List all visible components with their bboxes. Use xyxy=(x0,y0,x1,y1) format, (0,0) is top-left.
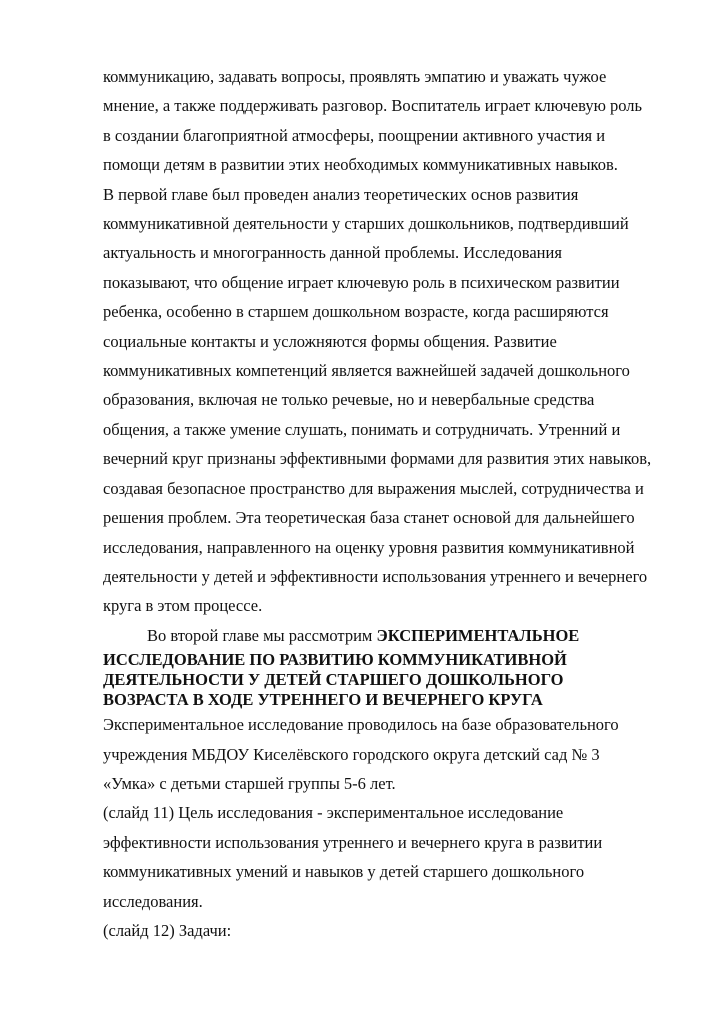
text-line: (слайд 11) Цель исследования - экспериментальное исследование xyxy=(103,803,564,823)
text-line: в создании благоприятной атмосферы, поощрении активного участия и xyxy=(103,125,606,145)
text-line: эффективности использования утреннего и вечернего круга в развитии xyxy=(103,832,603,852)
text-line: показывают, что общение играет ключевую роль в психическом развитии xyxy=(103,272,620,292)
text-line: общения, а также умение слушать, понимать и сотрудничать. Утренний и xyxy=(103,419,621,439)
text-line: коммуникативных компетенций является важнейшей задачей дошкольного xyxy=(103,361,630,381)
text-line: круга в этом процессе. xyxy=(103,596,263,616)
paragraph-study-base xyxy=(103,710,623,798)
paragraph-tasks xyxy=(103,916,623,945)
chapter2-intro-bold: ЭКСПЕРИМЕНТАЛЬНОЕ xyxy=(376,625,580,645)
text-line: коммуникативных умений и навыков у детей старшего дошкольного xyxy=(103,862,585,882)
chapter2-heading xyxy=(103,650,623,710)
text-line: В первой главе был проведен анализ теоретических основ развития xyxy=(103,184,579,204)
text-line: создавая безопасное пространство для выражения мыслей, сотрудничества и xyxy=(103,478,644,498)
text-line: мнение, а также поддерживать разговор. Воспитатель играет ключевую роль xyxy=(103,96,643,116)
chapter2-intro-text: Во второй главе мы рассмотрим xyxy=(147,625,377,645)
text-line: «Умка» с детьми старшей группы 5-6 лет. xyxy=(103,773,396,793)
text-line: учреждения МБДОУ Киселёвского городского округа детский сад № 3 xyxy=(103,744,600,764)
text-line: исследования, направленного на оценку уровня развития коммуникативной xyxy=(103,537,635,557)
paragraph-study-goal xyxy=(103,798,623,916)
text-line: (слайд 12) Задачи: xyxy=(103,920,232,940)
heading-line: ИССЛЕДОВАНИЕ ПО РАЗВИТИЮ КОММУНИКАТИВНОЙ xyxy=(103,650,567,670)
text-line: образования, включая не только речевые, но и невербальные средства xyxy=(103,390,595,410)
text-line: ребенка, особенно в старшем дошкольном возрасте, когда расширяются xyxy=(103,302,609,322)
heading-line: ВОЗРАСТА В ХОДЕ УТРЕННЕГО И ВЕЧЕРНЕГО КРУГА xyxy=(103,690,543,710)
text-line: деятельности у детей и эффективности использования утреннего и вечернего xyxy=(103,566,648,586)
text-line: помощи детям в развитии этих необходимых коммуникативных навыков. xyxy=(103,155,618,175)
chapter2-intro xyxy=(103,621,623,650)
text-line: актуальность и многогранность данной проблемы. Исследования xyxy=(103,243,562,263)
text-line: социальные контакты и усложняются формы общения. Развитие xyxy=(103,331,557,351)
text-line: исследования. xyxy=(103,891,203,911)
paragraph-communication xyxy=(103,62,643,180)
text-line: вечерний круг признаны эффективными формами для развития этих навыков, xyxy=(103,449,652,469)
heading-line: ДЕЯТЕЛЬНОСТИ У ДЕТЕЙ СТАРШЕГО ДОШКОЛЬНОГО xyxy=(103,670,564,690)
text-line: Экспериментальное исследование проводилось на базе образовательного xyxy=(103,715,619,735)
text-line: коммуникативной деятельности у старших дошкольников, подтвердивший xyxy=(103,214,629,234)
text-line: коммуникацию, задавать вопросы, проявлять эмпатию и уважать чужое xyxy=(103,67,607,86)
paragraph-chapter1-summary xyxy=(103,180,652,621)
text-line: решения проблем. Эта теоретическая база станет основой для дальнейшего xyxy=(103,508,635,528)
document-page xyxy=(103,62,652,945)
